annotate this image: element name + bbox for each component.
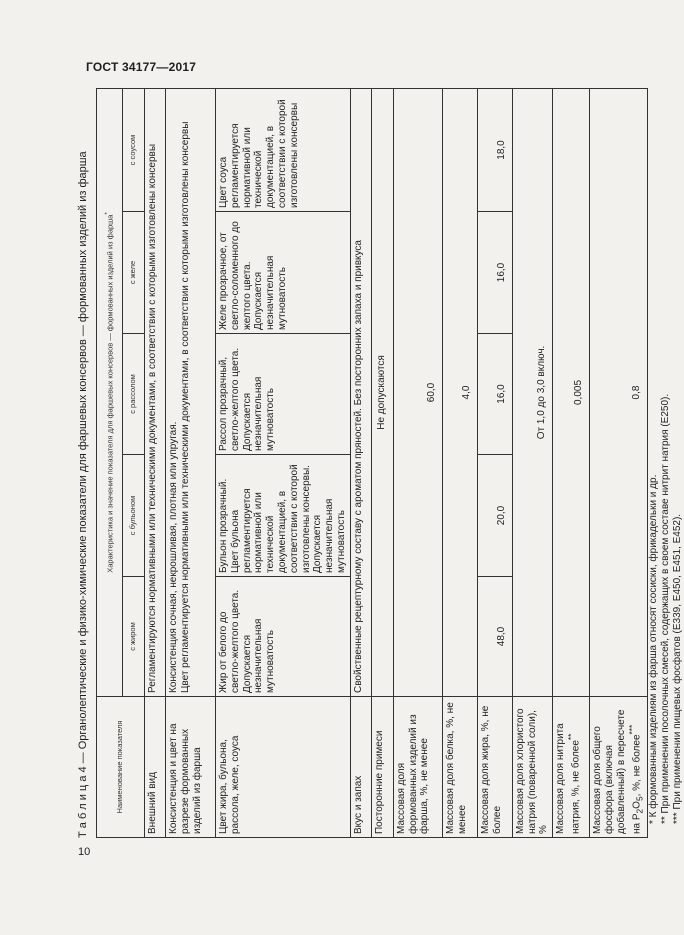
indicators-table (96, 88, 648, 838)
row-name: Внешний вид (145, 697, 166, 838)
row-name: Массовая доля формованных изделий из фарша, %, не менее (393, 697, 442, 838)
row-color (216, 88, 351, 837)
col-sauce: с соусом (123, 88, 145, 211)
cell-broth: 20,0 (477, 455, 512, 577)
rotated-table-area (77, 89, 684, 838)
row-value: Регламентируются нормативными или техническими документами, в соответствии с которыми изготовлены консервы (145, 88, 166, 696)
cell-sauce: 18,0 (477, 88, 512, 211)
row-salt (512, 88, 552, 837)
row-impurities (371, 88, 393, 837)
row-value: От 1,0 до 3,0 включ. (512, 88, 552, 696)
row-name: Цвет жира, бульона, рассола, желе, соуса (216, 697, 351, 838)
row-name: Вкус и запах (350, 697, 371, 838)
cell-sauce: Цвет соуса регламентируется нормативной или технической документацией, в соответствии с которой изготовлены консервы (216, 88, 351, 211)
row-value: 0,8 (590, 88, 648, 696)
row-value (166, 88, 216, 696)
footnote: * К формованным изделиям из фарша относят сосиски, фрикадельки и др. (648, 474, 660, 824)
row-name: Массовая доля хлористого натрия (поваренной соли), % (512, 697, 552, 838)
row-taste (350, 88, 371, 837)
table-caption: Т а б л и ц а 4 — Органолептические и физико-химические показатели для фаршевых консервов — формованных изделий из фарша (77, 151, 89, 838)
head-group-mark: * (103, 212, 111, 215)
col-broth: с бульоном (123, 455, 145, 577)
row-appearance (145, 88, 166, 837)
head-group (97, 88, 123, 696)
row-nitrite (553, 88, 590, 837)
row-value: 0,005 (553, 88, 590, 696)
cell-fat: 48,0 (477, 577, 512, 697)
col-jelly: с желе (123, 212, 145, 334)
row-name: Консистенция и цвет на разрезе формованных изделий из фарша (166, 697, 216, 838)
table-head-row (97, 88, 123, 837)
row-value: Свойственные рецептурному составу с ароматом пряностей. Без посторонних запаха и привкуса (350, 88, 371, 696)
cell-fat: Жир от белого до светло-желтого цвета. Допускается незначительная мутноватость (216, 577, 351, 697)
value-line: Цвет регламентируется нормативными или техническими документами, в соответствии с которыми изготовлены консервы (179, 121, 191, 693)
row-name: Посторонние примеси (371, 697, 393, 838)
cell-brine: Рассол прозрачный, светло-желтого цвета. Допускается незначительная мутноватость (216, 334, 351, 455)
footnote: ** При применении посолочных смесей, содержащих в своем составе нитрит натрия (Е250). (660, 393, 672, 824)
row-phosphorus (590, 88, 648, 837)
cell-jelly: Желе прозрачное, от светло-соломенного до желтого цвета. Допускается незначительная мутноватость (216, 212, 351, 334)
row-fat (477, 88, 512, 837)
head-group-text: Характеристика и значение показателя для фаршевых консервов — формованных изделий из фарша (105, 214, 115, 573)
page-number: 10 (78, 846, 91, 858)
row-value: 60,0 (393, 88, 442, 696)
row-name: Массовая доля жира, %, не более (477, 697, 512, 838)
cell-broth: Бульон прозрачный. Цвет бульона регламентируется нормативной или технической документацией, в соответствии с которой изготовлены консервы. Допускается незначительная мутноватость (216, 455, 351, 577)
col-brine: с рассолом (123, 334, 145, 455)
footnote-mark: ** (565, 733, 576, 741)
row-mass-products (393, 88, 442, 837)
footnote-mark: *** (626, 724, 637, 735)
row-consistency (166, 88, 216, 837)
head-name-col: Наименование показателя (97, 697, 145, 838)
row-protein (442, 88, 477, 837)
cell-brine: 16,0 (477, 334, 512, 455)
table-footnotes (648, 89, 684, 838)
row-name (553, 697, 590, 838)
col-fat: с жиром (123, 577, 145, 697)
row-name: Массовая доля белка, %, не менее (442, 697, 477, 838)
row-value: Не допускаются (371, 88, 393, 696)
document-header: ГОСТ 34177—2017 (86, 60, 197, 74)
footnote: *** При применении пищевых фосфатов (Е339, Е450, Е451, Е452). (672, 513, 684, 824)
row-value: 4,0 (442, 88, 477, 696)
value-line: Консистенция сочная, некрошливая, плотная или упругая. (168, 421, 179, 693)
cell-jelly: 16,0 (477, 212, 512, 334)
row-name: Массовая доля общего фосфора (включая добавленный) в пересчете на $P_2O_5$, %, не более*** (590, 697, 648, 838)
row-name-text: Массовая доля нитрита натрия, %, не более (555, 723, 582, 834)
